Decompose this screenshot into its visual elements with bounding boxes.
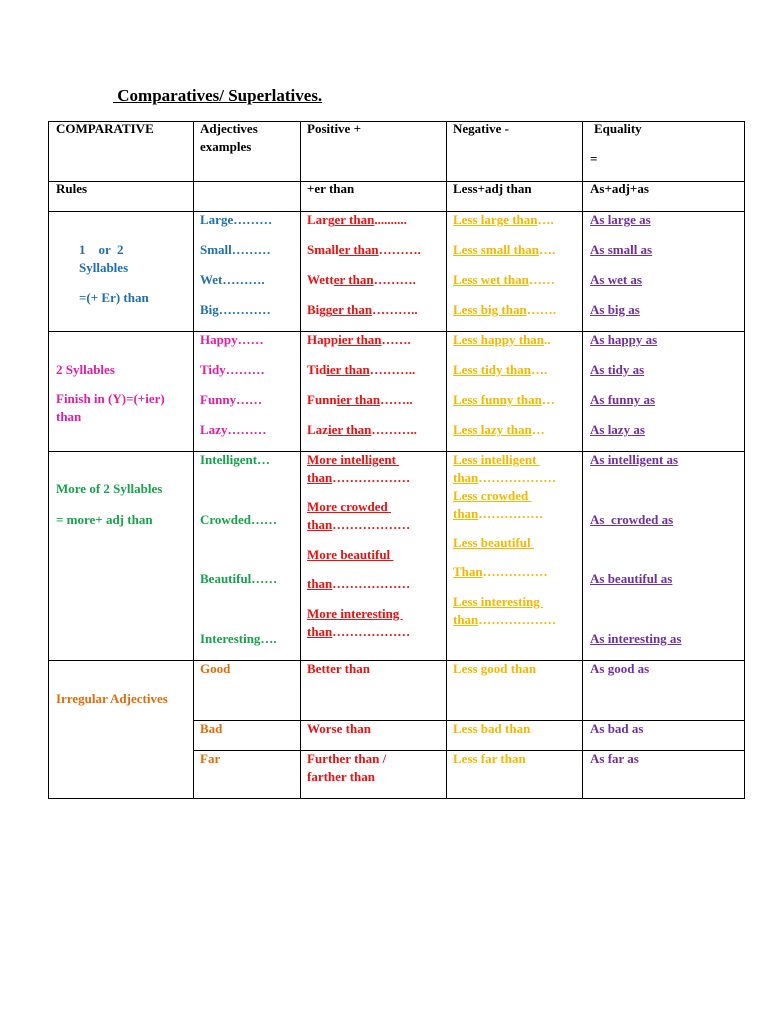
phrase: Less tidy than (453, 362, 532, 377)
group2-equality: As funny as (590, 392, 656, 407)
than-word: than (307, 470, 333, 485)
dots: …. (537, 212, 554, 227)
suffix: ier than (327, 422, 372, 437)
group1-adjective: Wet………. (200, 272, 265, 287)
phrase: Less wet than (453, 272, 529, 287)
than-word: than (307, 517, 333, 532)
group4-positive: Worse than (307, 721, 371, 736)
group1-negative (453, 301, 556, 319)
group1-negative (453, 211, 554, 229)
rules-label: Rules (56, 181, 88, 196)
rule-equality: As+adj+as (590, 181, 649, 196)
group2-positive (307, 421, 417, 439)
group2-adjective: Happy…… (200, 332, 264, 347)
group1-negative (453, 271, 555, 289)
group1-negative (453, 241, 555, 259)
dots: ……………… (332, 470, 411, 485)
than-word: than (453, 506, 479, 521)
group4-adjective: Good (200, 661, 231, 676)
group3-positive (307, 546, 442, 593)
group4-negative: Less far than (453, 751, 526, 766)
group1-adjective: Small……… (200, 242, 271, 257)
group4-equality: As good as (590, 661, 650, 676)
group1-rule (79, 241, 149, 307)
dots: ……….. (371, 422, 417, 437)
rule-positive: +er than (307, 181, 355, 196)
suffix: er than (334, 212, 375, 227)
column-divider (582, 121, 583, 799)
dots: ………. (378, 242, 421, 257)
dots: ……………… (332, 517, 411, 532)
group2-negative (453, 331, 551, 349)
group2-adjective: Tidy……… (200, 362, 265, 377)
group3-negative (453, 451, 578, 487)
dots: .. (544, 332, 551, 347)
page-title: Comparatives/ Superlatives. (113, 86, 323, 105)
group1-equality: As big as (590, 302, 640, 317)
group1-equality: As large as (590, 212, 651, 227)
group3-positive (307, 498, 442, 534)
dots: ……. (526, 302, 556, 317)
dots: ……………… (332, 624, 411, 639)
than-word: than (307, 576, 333, 591)
dots: ……….. (372, 302, 418, 317)
group4-equality: As far as (590, 751, 639, 766)
phrase: Less intelligent (453, 452, 540, 467)
group3-rule: More of 2 Syllables (56, 481, 163, 496)
group2-equality: As tidy as (590, 362, 645, 377)
table-border-left (48, 121, 49, 799)
group4-rule: Irregular Adjectives (56, 691, 168, 706)
rule-negative: Less+adj than (453, 181, 532, 196)
group2-positive (307, 361, 415, 379)
phrase: Less funny than (453, 392, 542, 407)
phrase: Less interesting (453, 594, 544, 609)
group3-positive (307, 605, 442, 641)
group3-adjective: Interesting…. (200, 631, 277, 646)
suffix: er than (338, 242, 379, 257)
phrase: Less large than (453, 212, 538, 227)
group2-negative (453, 391, 555, 409)
group1-positive (307, 241, 421, 259)
group2-adjective: Funny…… (200, 392, 263, 407)
dots: ……………… (478, 470, 557, 485)
group2-rule: Finish in (Y)=(+ier) (56, 391, 165, 406)
phrase: More intelligent (307, 452, 400, 467)
group2-equality: As lazy as (590, 422, 645, 437)
than-word: than (453, 470, 479, 485)
than-word: than (453, 612, 479, 627)
phrase: More interesting (307, 606, 403, 621)
than-word: than (307, 624, 333, 639)
dots: ……………… (478, 612, 557, 627)
stem: Happ (307, 332, 339, 347)
dots: … (541, 392, 555, 407)
group1-positive (307, 301, 418, 319)
group2-negative (453, 361, 547, 379)
stem: Small (307, 242, 339, 257)
phrase: Less small than (453, 242, 539, 257)
group1-positive (307, 211, 407, 229)
column-divider (300, 121, 301, 799)
header-positive: Positive + (307, 121, 361, 136)
group1-rule-line: Syllables (79, 260, 129, 275)
stem: Tid (307, 362, 327, 377)
stem: Wett (307, 272, 334, 287)
group2-positive (307, 391, 413, 409)
dots: ………. (373, 272, 416, 287)
dots: …… (528, 272, 555, 287)
header-negative: Negative - (453, 121, 509, 136)
group1-adjective: Big………… (200, 302, 271, 317)
group4-adjective: Far (200, 751, 221, 766)
dots: .......... (374, 212, 407, 227)
group2-rule: than (56, 409, 82, 424)
dots: … (531, 422, 545, 437)
group1-positive (307, 271, 416, 289)
suffix: er than (332, 302, 373, 317)
group3-negative (453, 534, 578, 581)
phrase: Less happy than (453, 332, 545, 347)
suffix: er than (333, 272, 374, 287)
group1-equality: As small as (590, 242, 653, 257)
than-word: Than (453, 564, 483, 579)
group3-negative (453, 593, 578, 629)
header-equality: Equality (594, 121, 642, 136)
group2-rule: 2 Syllables (56, 362, 115, 377)
header-comparative: COMPARATIVE (56, 121, 154, 136)
stem: Larg (307, 212, 335, 227)
header-equality-symbol: = (590, 151, 598, 166)
group4-positive: Better than (307, 661, 370, 676)
column-divider (446, 121, 447, 799)
stem: Laz (307, 422, 328, 437)
group4-negative: Less bad than (453, 721, 531, 736)
suffix: ier than (338, 332, 382, 347)
phrase: Less crowded (453, 488, 532, 503)
group2-positive (307, 331, 411, 349)
dots: ……. (381, 332, 411, 347)
header-examples: examples (200, 139, 252, 154)
group3-equality: As interesting as (590, 631, 682, 646)
group4-negative: Less good than (453, 661, 537, 676)
group4-adjective: Bad (200, 721, 223, 736)
stem: Funn (307, 392, 337, 407)
dots: …….. (380, 392, 413, 407)
column-divider (193, 121, 194, 799)
dots: …. (531, 362, 548, 377)
table-border-bottom (48, 798, 745, 799)
phrase: Less big than (453, 302, 527, 317)
dots: …. (538, 242, 556, 257)
group1-rule-line: =(+ Er) than (79, 290, 149, 305)
dots: ……………… (332, 576, 411, 591)
suffix: ier than (336, 392, 381, 407)
group1-rule-line: 1 or 2 (79, 242, 124, 257)
group2-equality: As happy as (590, 332, 658, 347)
group3-adjective: Crowded…… (200, 512, 278, 527)
stem: Bigg (307, 302, 333, 317)
group1-equality: As wet as (590, 272, 642, 287)
group2-adjective: Lazy……… (200, 422, 267, 437)
group3-equality: As beautiful as (590, 571, 673, 586)
group3-positive (307, 451, 442, 487)
table-border-right (744, 121, 745, 799)
group2-negative (453, 421, 545, 439)
group3-equality: As intelligent as (590, 452, 679, 467)
phrase: Less beautiful (453, 535, 534, 550)
group3-rule: = more+ adj than (56, 512, 153, 527)
header-adjectives: Adjectives (200, 121, 258, 136)
phrase: More beautiful (307, 547, 394, 562)
dots: …………… (478, 506, 544, 521)
suffix: ier than (326, 362, 370, 377)
dots: …………… (482, 564, 548, 579)
dots: ……….. (369, 362, 416, 377)
group1-adjective: Large……… (200, 212, 273, 227)
phrase: More crowded (307, 499, 391, 514)
group4-positive: farther than (307, 769, 376, 784)
group3-adjective: Beautiful…… (200, 571, 278, 586)
group4-positive: Further than / (307, 751, 387, 766)
phrase: Less lazy than (453, 422, 532, 437)
group3-negative (453, 487, 578, 523)
group3-equality: As crowded as (590, 512, 674, 527)
group4-equality: As bad as (590, 721, 644, 736)
group3-adjective: Intelligent… (200, 452, 271, 467)
